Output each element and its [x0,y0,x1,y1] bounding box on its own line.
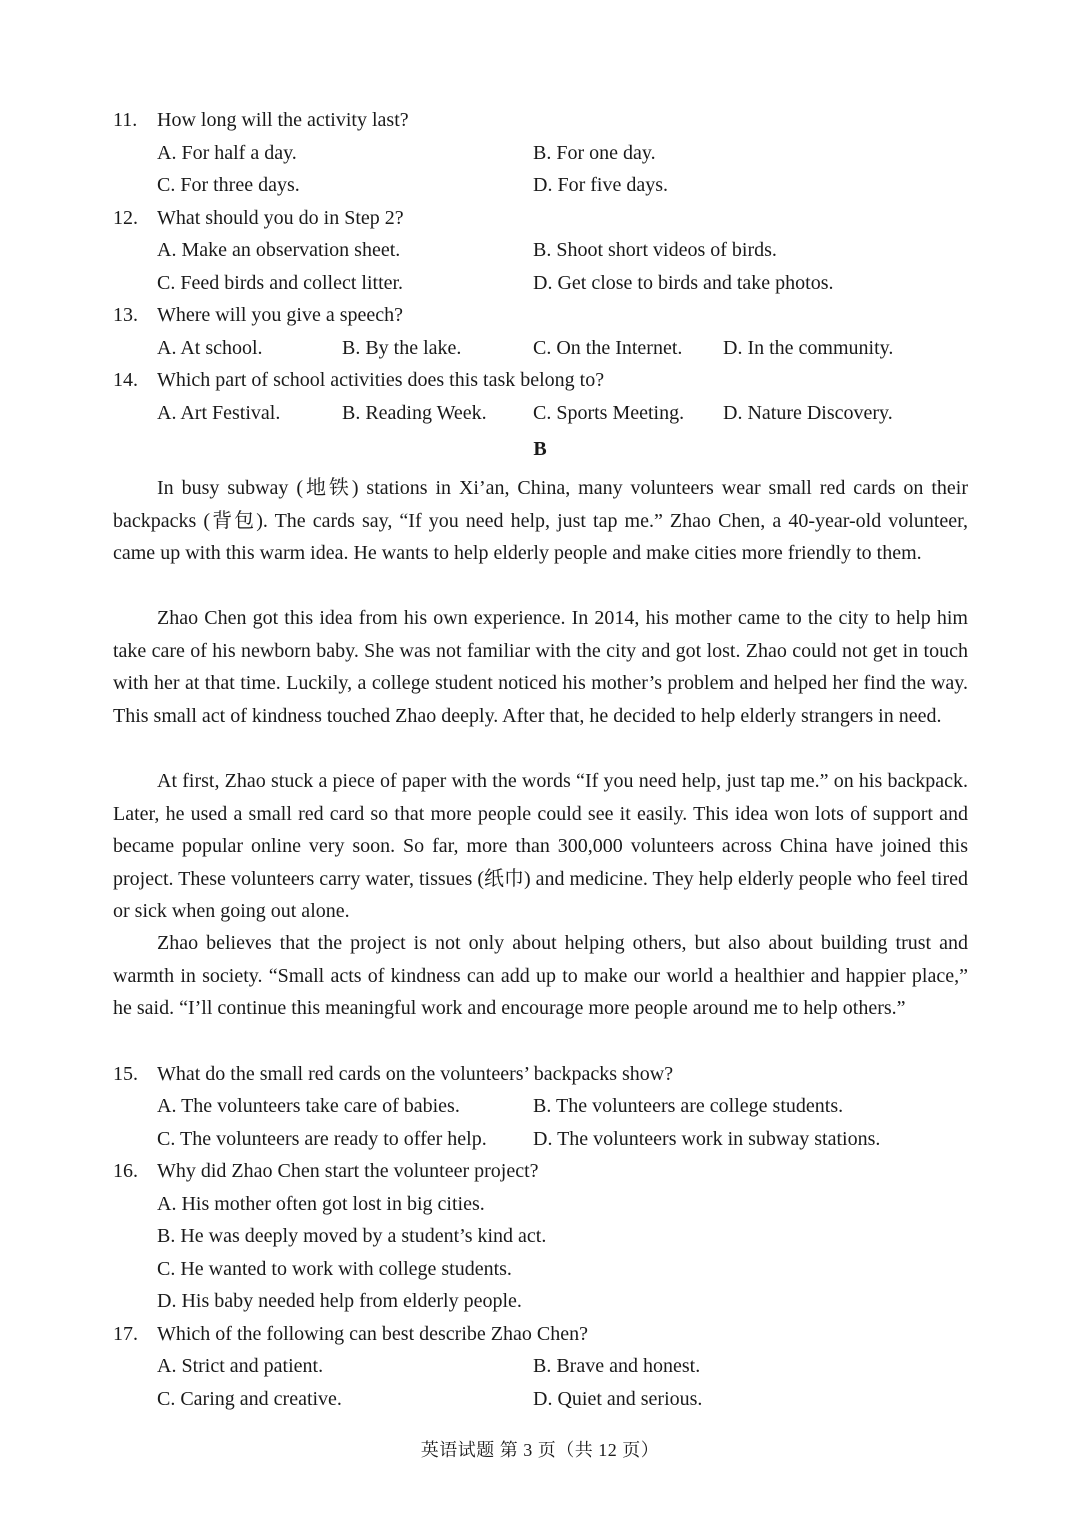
passage-paragraph-4 [113,927,968,1025]
option-a: A. His mother often got lost in big cities. [157,1193,485,1215]
passage-paragraph-1 [113,472,968,570]
option-d: D. Get close to birds and take photos. [533,272,834,294]
option-d: D. His baby needed help from elderly people. [157,1290,522,1312]
option-d: D. Quiet and serious. [533,1388,703,1410]
option-d: D. In the community. [723,337,894,359]
page-footer: 英语试题 第 3 页（共 12 页） [420,1440,660,1460]
question-stem: Which part of school activities does this task belong to? [157,369,605,391]
option-c: C. Sports Meeting. [533,402,685,424]
option-d: D. For five days. [533,174,668,196]
question-stem: Where will you give a speech? [157,304,404,326]
question-number: 17. [113,1323,138,1345]
option-c: C. On the Internet. [533,337,683,359]
option-c: C. He wanted to work with college students. [157,1258,512,1280]
question-14 [113,367,604,393]
paragraph-text: Zhao believes that the project is not only about helping others, but also about building trust and warmth in society. “Small acts of kindness can add up to make our world a healthier and happier place,” he said. “I’ll continue this meaningful work and encourage more people around me to help others.” [113,932,968,1019]
question-stem: How long will the activity last? [157,109,409,131]
question-number: 15. [113,1063,138,1085]
option-d: D. The volunteers work in subway stations. [533,1128,881,1150]
option-a: A. Make an observation sheet. [157,239,401,261]
option-b: B. For one day. [533,142,656,164]
option-a: A. For half a day. [157,142,297,164]
paragraph-text: At first, Zhao stuck a piece of paper with the words “If you need help, just tap me.” on his backpack. Later, he used a small red card so that more people could see it easily. This idea won lots of support and became popular online very soon. So far, more than 300,000 volunteers across China have joined this project. These volunteers carry water, tissues (纸巾) and medicine. They help elderly people who feel tired or sick when going out alone. [113,770,968,922]
passage-paragraph-3 [113,765,968,928]
question-15 [113,1061,673,1087]
option-b: B. Reading Week. [342,402,487,424]
option-a: A. Art Festival. [157,402,281,424]
question-stem: Which of the following can best describe Zhao Chen? [157,1323,588,1345]
option-a: A. The volunteers take care of babies. [157,1095,460,1117]
paragraph-text: In busy subway (地铁) stations in Xi’an, China, many volunteers wear small red cards on their backpacks (背包). The cards say, “If you need help, just tap me.” Zhao Chen, a 40-year-old volunteer, came up with this warm idea. He wants to help elderly people and make cities more friendly to them. [113,477,968,564]
section-title: B [533,438,547,460]
question-number: 11. [113,109,138,131]
question-12 [113,205,404,231]
paragraph-text: Zhao Chen got this idea from his own experience. In 2014, his mother came to the city to help him take care of his newborn baby. She was not familiar with the city and got lost. Zhao could not get in touch with her at that time. Luckily, a college student noticed his mother’s problem and helped her find the way. This small act of kindness touched Zhao deeply. After that, he decided to help elderly strangers in need. [113,607,968,727]
question-17 [113,1321,588,1347]
option-b: B. The volunteers are college students. [533,1095,844,1117]
option-a: A. Strict and patient. [157,1355,324,1377]
option-b: B. He was deeply moved by a student’s kind act. [157,1225,547,1247]
question-number: 14. [113,369,138,391]
option-c: C. For three days. [157,174,300,196]
question-13 [113,302,403,328]
question-11 [113,107,409,133]
option-c: C. The volunteers are ready to offer help. [157,1128,487,1150]
question-number: 13. [113,304,138,326]
question-stem: Why did Zhao Chen start the volunteer project? [157,1160,539,1182]
question-16 [113,1158,539,1184]
question-number: 12. [113,207,138,229]
option-b: B. By the lake. [342,337,462,359]
passage-paragraph-2 [113,602,968,732]
option-d: D. Nature Discovery. [723,402,893,424]
option-b: B. Shoot short videos of birds. [533,239,777,261]
option-b: B. Brave and honest. [533,1355,701,1377]
option-c: C. Feed birds and collect litter. [157,272,404,294]
option-c: C. Caring and creative. [157,1388,342,1410]
option-a: A. At school. [157,337,263,359]
question-number: 16. [113,1160,138,1182]
question-stem: What do the small red cards on the volunteers’ backpacks show? [157,1063,674,1085]
question-stem: What should you do in Step 2? [157,207,404,229]
